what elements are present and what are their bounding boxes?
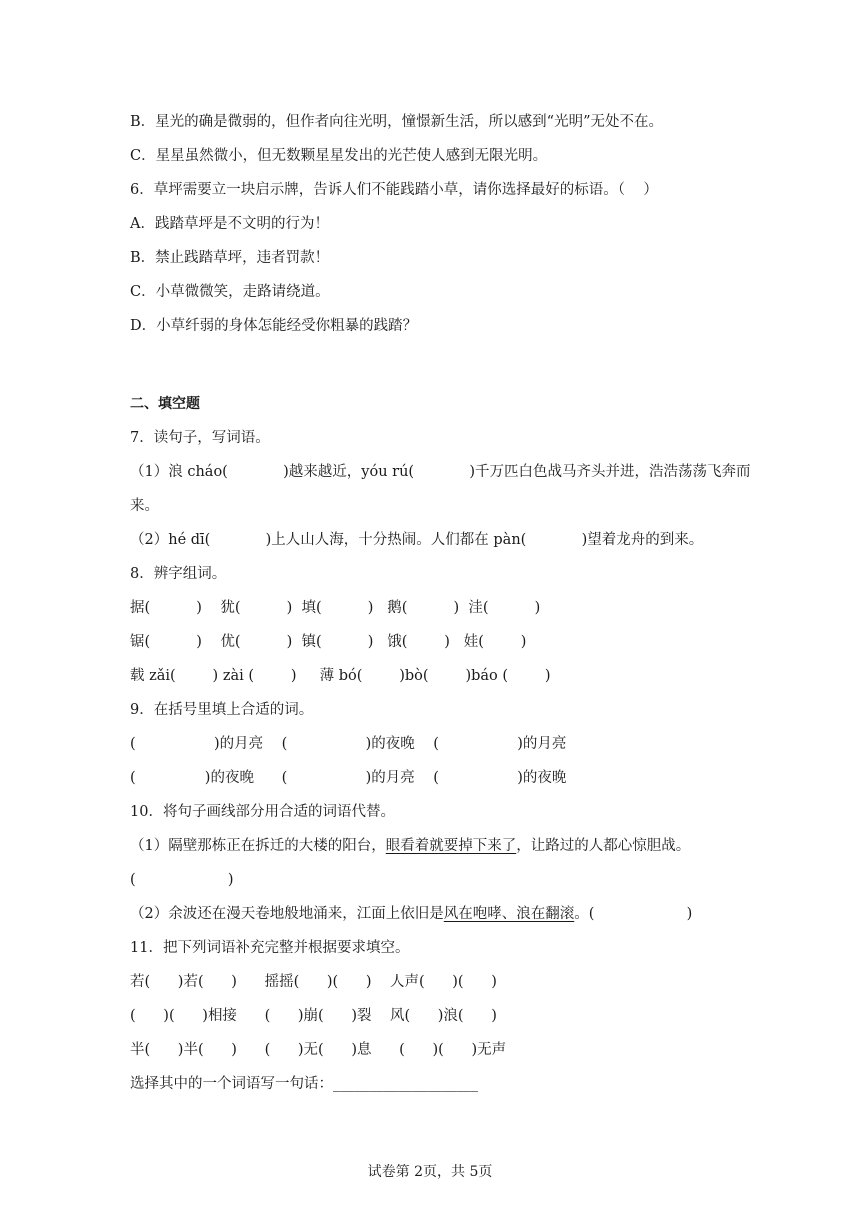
q10-1-before: （1）隔壁那栋正在拆迁的大楼的阳台，	[130, 838, 386, 854]
question-10: 10．将句子画线部分用合适的词语代替。	[130, 804, 395, 820]
q10-2-after[interactable]: 。( )	[574, 906, 693, 922]
question-7-part-1[interactable]: （1）浪 cháo( )越来越近，yóu rú( )千万匹白色战马齐头并进，浩浩荡荡飞奔而	[130, 464, 751, 480]
option-b-q5: B．星光的确是微弱的，但作者向往光明，憧憬新生活，所以感到“光明”无处不在。	[130, 114, 663, 130]
question-9-row-2[interactable]: ( )的夜晚 ( )的月亮 ( )的夜晚	[130, 770, 567, 786]
question-11-row-2[interactable]: ( )( )相接 ( )崩( )裂 风( )浪( )	[130, 1008, 497, 1024]
question-6: 6．草坪需要立一块启示牌，告诉人们不能践踏小草，请你选择最好的标语。（ ）	[130, 182, 658, 198]
question-8-row-2[interactable]: 锯( ) 优( ) 镇( ) 饿( ) 娃( )	[130, 634, 527, 650]
question-11-row-1[interactable]: 若( )若( ) 摇摇( )( ) 人声( )( )	[130, 974, 497, 990]
option-d-q6[interactable]: D．小草纤弱的身体怎能经受你粗暴的践踏？	[130, 318, 418, 334]
question-10-part-1-answer[interactable]: ( )	[130, 872, 234, 888]
question-8-row-3[interactable]: 载 zǎi( ) zài ( ) 薄 bó( )bò( )báo ( )	[130, 668, 551, 684]
option-a-q6[interactable]: A．践踏草坪是不文明的行为！	[130, 216, 329, 232]
option-b-q6[interactable]: B．禁止践踏草坪，违者罚款！	[130, 250, 330, 266]
question-11-sentence[interactable]: 选择其中的一个词语写一句话：____________________	[130, 1076, 478, 1092]
question-9-row-1[interactable]: ( )的月亮 ( )的夜晚 ( )的月亮	[130, 736, 567, 752]
question-8-row-1[interactable]: 据( ) 犹( ) 填( ) 鹅( ) 洼( )	[130, 600, 541, 616]
question-10-part-2[interactable]	[130, 904, 692, 924]
question-9: 9．在括号里填上合适的词。	[130, 702, 314, 718]
option-c-q5: C．星星虽然微小，但无数颗星星发出的光芒使人感到无限光明。	[130, 148, 548, 164]
question-11-row-3[interactable]: 半( )半( ) ( )无( )息 ( )( )无声	[130, 1042, 507, 1058]
option-c-q6[interactable]: C．小草微微笑，走路请绕道。	[130, 284, 330, 300]
q10-2-before: （2）余波还在漫天卷地般地涌来，江面上依旧是	[130, 906, 444, 922]
page-footer: 试卷第 2页，共 5页	[367, 1164, 493, 1180]
question-7-part-1-cont: 来。	[130, 498, 159, 514]
question-10-part-1	[130, 836, 690, 856]
question-8: 8．辨字组词。	[130, 566, 227, 582]
q10-1-after: ，让路过的人都心惊胆战。	[516, 838, 691, 854]
section-heading-fill-in: 二、填空题	[130, 396, 200, 412]
q10-1-underlined: 眼看着就要掉下来了	[385, 838, 517, 854]
question-7: 7．读句子，写词语。	[130, 430, 270, 446]
question-7-part-2[interactable]: （2）hé dī( )上人山人海，十分热闹。人们都在 pàn( )望着龙舟的到来。	[130, 532, 704, 548]
question-11: 11．把下列词语补充完整并根据要求填空。	[130, 940, 410, 956]
q10-2-underlined: 风在咆哮、浪在翻滚	[443, 906, 575, 922]
